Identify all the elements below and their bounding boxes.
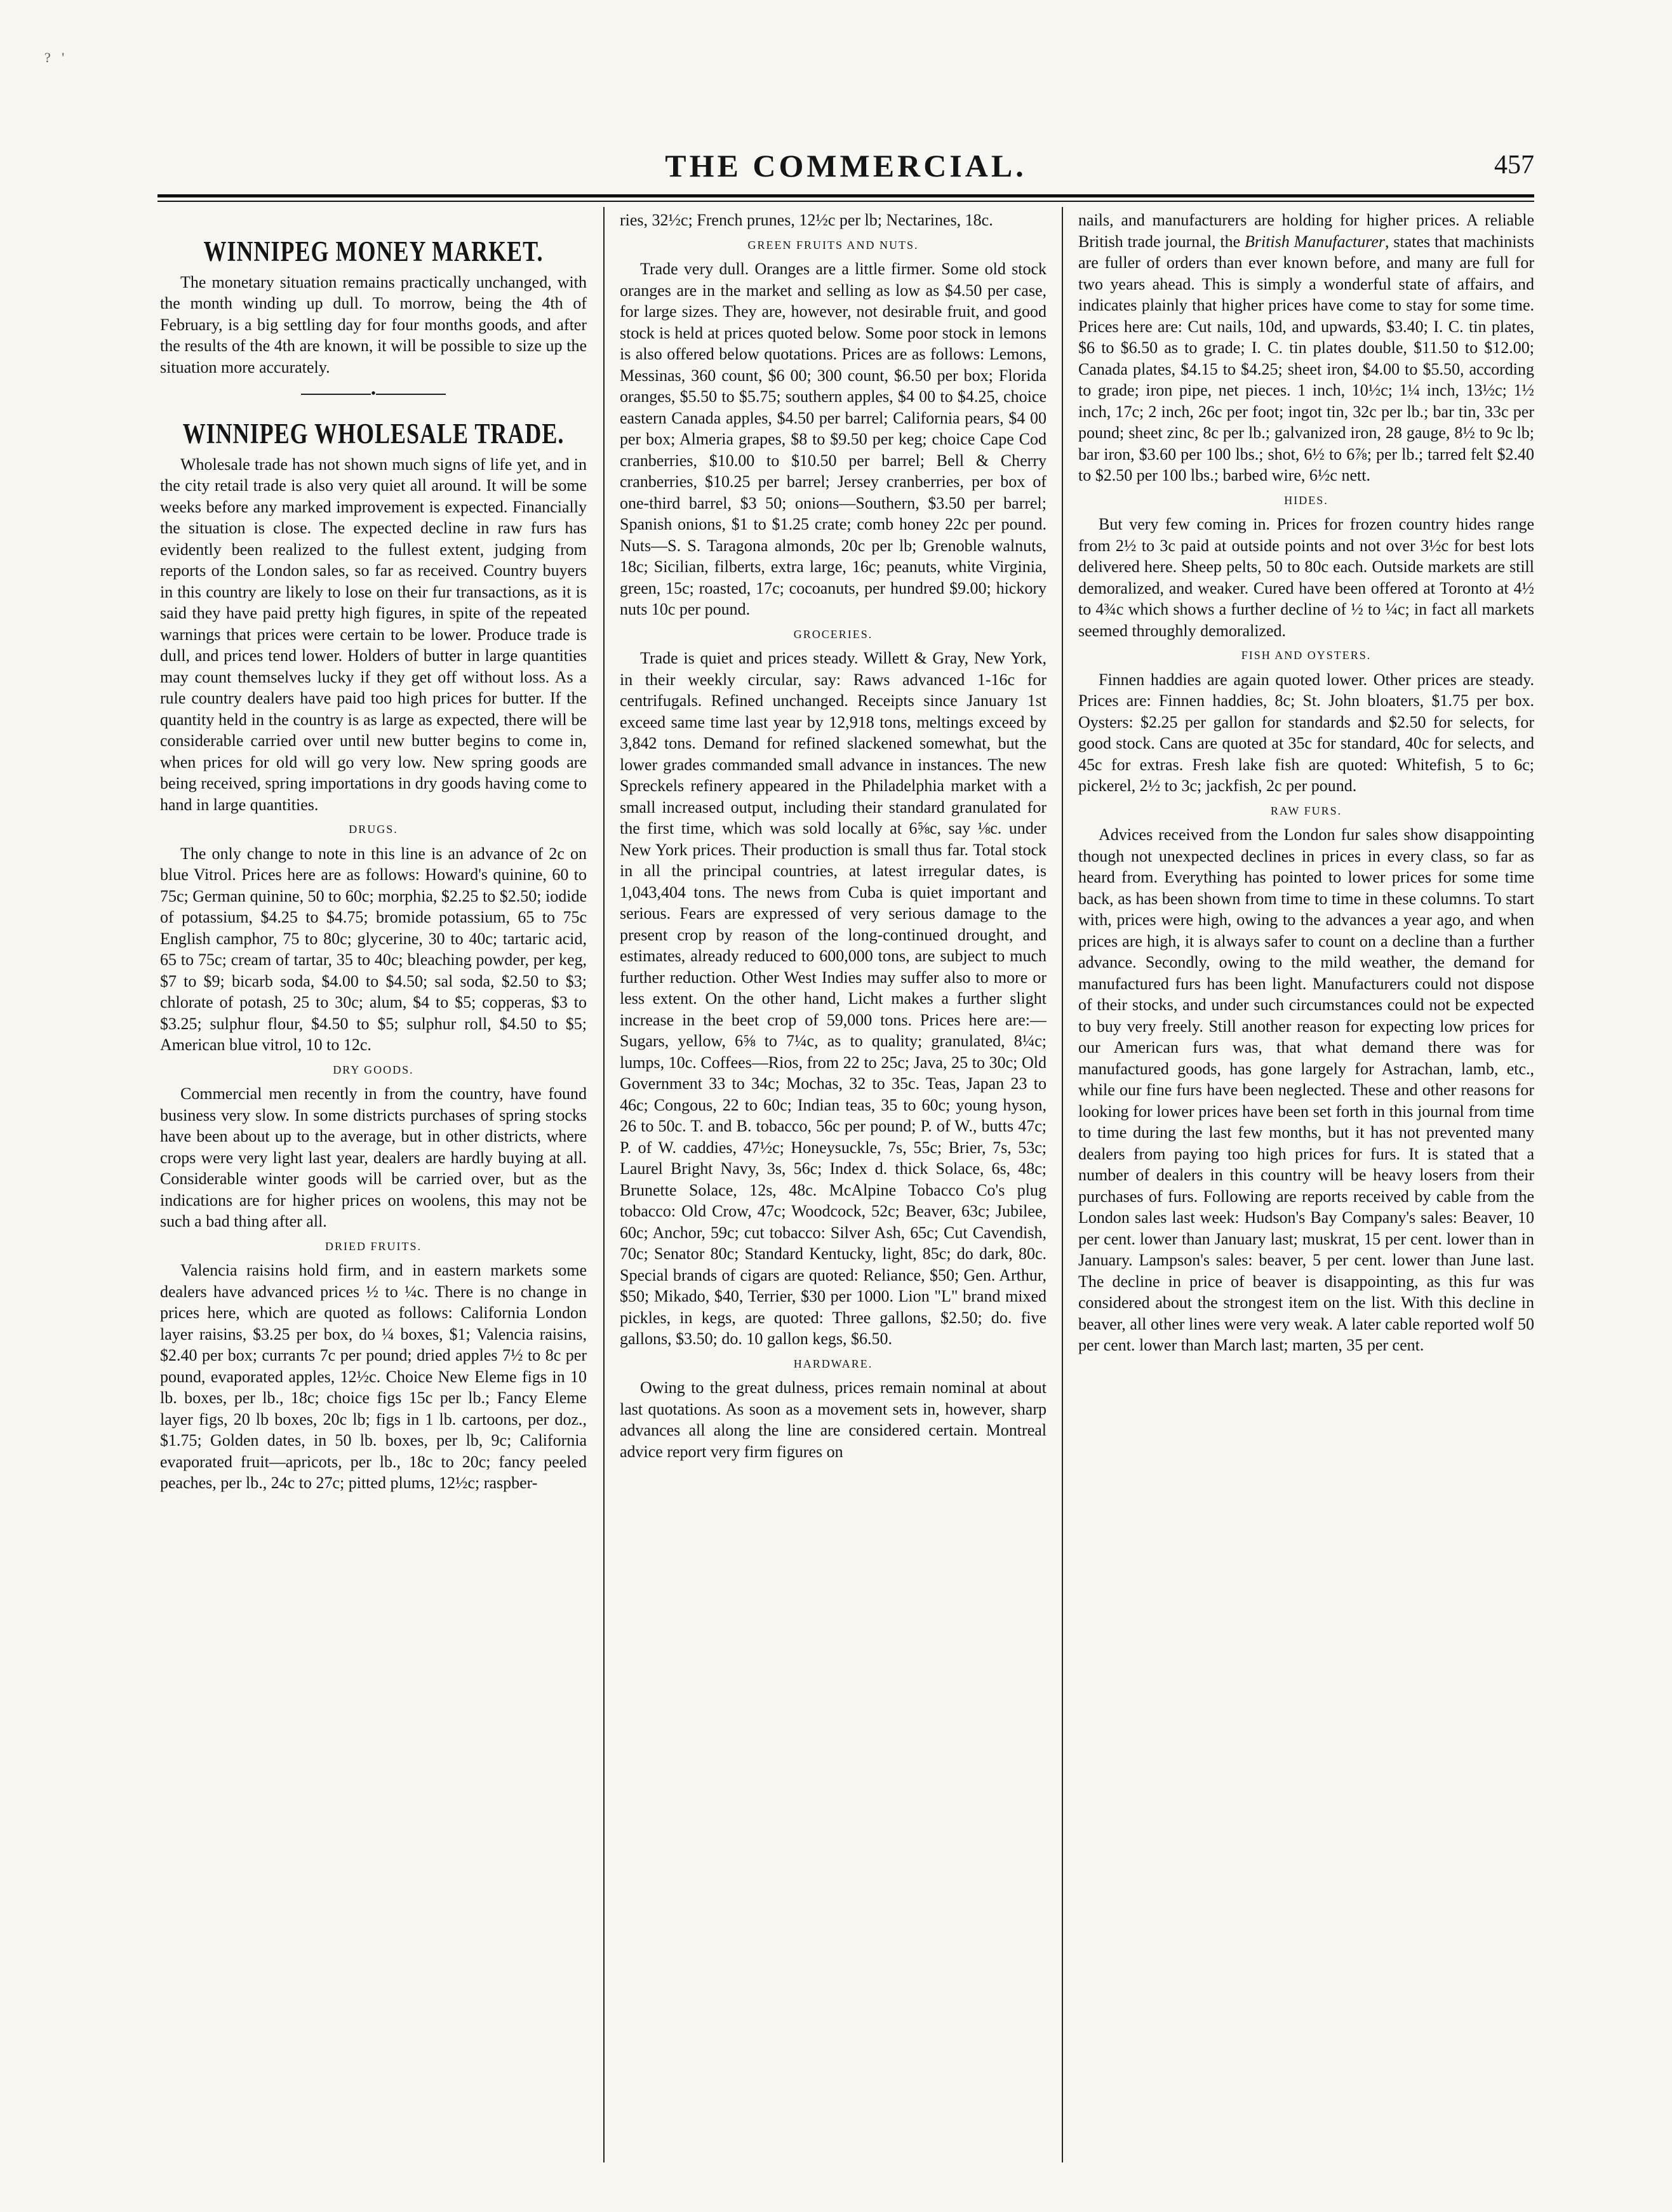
hardware-heading: HARDWARE. <box>793 1357 873 1370</box>
raw-furs-heading: RAW FURS. <box>1270 804 1342 817</box>
drugs-heading: DRUGS. <box>349 823 398 836</box>
green-fruits-paragraph: Trade very dull. Oranges are a little firmer. Some old stock oranges are in the market and selling as low as $4.50 per case, for large sizes. They are, however, not desirable fruit, and good stock is held at prices quoted below. Some poor stock in lemons is also offered below quotations. Prices are as follows: Lemons, Messinas, 360 count, $6 00; 300 count, $6.50 per box; Florida oranges, $5.50 to $5.75; southern apples, $4 00 to $4.25, choice eastern Canada apples, $4.50 per barrel; California pears, $4 00 per box; Almeria grapes, $8 to $9.50 per keg; choice Cape Cod cranberries, $10.00 to $10.50 per barrel; Bell & Cherry cranberries, $10.25 per barrel; Jersey cranberries, per box of one-third barrel, $3 50; onions—Southern, $3.50 per barrel; Spanish onions, $1 to $1.25 crate; comb honey 22c per pound. Nuts—S. S. Taragona almonds, 20c per lb; Grenoble walnuts, 18c; Sicilian, filberts, extra large, 16c; peanuts, white Virginia, green, 15c; roasted, 17c; cocoanuts, per hundred $9.00; hickory nuts 10c per pound. <box>620 260 1047 618</box>
section-separator <box>160 387 587 401</box>
corner-marks: ? ' <box>44 50 69 65</box>
journal-name: British Manufacturer <box>1244 232 1386 251</box>
hardware-continued-text: nails, and manufacturers are holding for higher prices. A reliable British trade journal, the <box>1078 211 1534 251</box>
separator-glyph: • <box>371 387 376 401</box>
money-market-heading: WINNIPEG MONEY MARKET. <box>203 235 544 267</box>
hardware-continued-text-2: , states that machinists are fuller of orders than ever known before, and many are full for two years ahead. This is simply a wonderful state of affairs, and indicates plainly that higher prices have come to stay for some time. Prices here are: Cut nails, 10d, and upwards, $3.40; I. C. tin plates, $6 to $6.50 as to grade; I. C. tin plates double, $11.50 to $12.00; Canada plates, $4.15 to $4.25; sheet iron, $4.00 to $5.50, according to grade; iron pipe, net pieces. 1 inch, 10½c; 1¼ inch, 13½c; 1½ inch, 17c; 2 inch, 26c per foot; ingot tin, 32c per lb.; bar tin, 33c per pound; sheet zinc, 8c per lb.; galvanized iron, 28 gauge, 8½ to 9c lb; bar iron, $3.60 per 100 lbs.; shot, 6½ to 6⅞; per lb.; tarred felt $2.40 to $2.50 per 100 lbs.; barbed wire, 6½c nett. <box>1078 232 1534 484</box>
hardware-continued <box>1078 210 1534 486</box>
groceries-paragraph: Trade is quiet and prices steady. Willett & Gray, New York, in their weekly circular, say: Raws advanced 1-16c for centrifugals. Refined unchanged. Receipts since January 1st exceed same time last year by 12,918 tons, meltings exceed by 3,842 tons. Demand for refined slackened somewhat, but the lower grades commanded small advance in instances. The new Spreckels refinery appeared in the Philadelphia market with a small increased output, including their standard granulated for the first time, which was sold locally at 6⅝c, say ⅛c. under New York prices. Their production is small thus far. Total stock in all the principal countries, at latest irregular dates, is 1,043,404 tons. The news from Cuba is quiet important and serious. Fears are expressed of very serious damage to the present crop by reason of the long-continued drought, and estimates, already reduced to 600,000 tons, are subject to much further reduction. Other West Indies may suffer also to more or less extent. On the other hand, Licht makes a further slight increase in the beet crop of 59,000 tons. Prices here are:—Sugars, yellow, 6⅝ to 7¼c, as to quality; granulated, 8¼c; lumps, 10c. Coffees—Rios, from 22 to 25c; Java, 25 to 30c; Old Government 33 to 34c; Mochas, 32 to 35c. Teas, Japan 23 to 46c; Congous, 22 to 60c; Indian teas, 35 to 60c; young hyson, 26 to 50c. T. and B. tobacco, 56c per pound; P. of W., butts 47c; P. of W. caddies, 47½c; Honeysuckle, 7s, 55c; Brier, 7s, 53c; Laurel Bright Navy, 3s, 56c; Index d. thick Solace, 6s, 48c; Brunette Solace, 12s, 48c. McAlpine Tobacco Co's plug tobacco: Old Crow, 47c; Woodcock, 52c; Beaver, 63c; Jubilee, 60c; Anchor, 59c; cut tobacco: Silver Ash, 65c; Cut Cavendish, 70c; Senator 80c; Standard Kentucky, light, 85c; do dark, 80c. Special brands of cigars are quoted: Reliance, $50; Gen. Arthur, $50; Mikado, $40, Terrier, $30 per 1000. Lion "L" brand mixed pickles, in kegs, are quoted: Three gallons, $2.50; do. five gallons, $3.50; do. 10 gallon kegs, $6.50. <box>620 649 1047 1348</box>
wholesale-trade-heading: WINNIPEG WHOLESALE TRADE. <box>182 417 565 450</box>
hardware-paragraph: Owing to the great dulness, prices remain nominal at about last quotations. As soon as a movement sets in, however, sharp advances all along the line are considered certain. Montreal advice report very firm figures on <box>620 1378 1047 1461</box>
column-1 <box>160 210 587 2165</box>
masthead <box>157 147 1534 189</box>
raw-furs-paragraph: Advices received from the London fur sales show disappointing though not unexpected declines in prices in every class, so far as heard from. Everything has pointed to lower prices for some time back, as has been shown from time to time in these columns. To start with, prices were high, owing to the advances a year ago, and when prices are high, it is always safer to count on a decline than a further advance. Secondly, owing to the mild weather, the demand for manufactured furs has been light. Manufacturers could not dispose of their stocks, and under such circumstances could not be expected to buy very freely. Still another reason for expecting low prices for our American furs was, that what demand there was for manufactured goods, has gone largely for Astrachan, lamb, etc., while our fine furs have been neglected. These and other reasons for looking for lower prices have been set forth in this journal from time to time during the last few months, but it has not prevented many dealers from paying too high prices for furs. It is stated that a number of dealers in this country will be heavy losers from their purchases of furs. Following are reports received by cable from the London sales last week: Hudson's Bay Company's sales: Beaver, 10 per cent. lower than January last; muskrat, 15 per cent. lower than in January. Lampson's sales: beaver, 5 per cent. lower than June last. The decline in price of beaver is disappointing, as this fur was considered about the strongest item on the list. With this decline in beaver, all other lines were very weak. A later cable reported wolf 50 per cent. lower than March last; marten, 35 per cent. <box>1078 825 1534 1354</box>
hides-heading: HIDES. <box>1284 493 1328 507</box>
newspaper-title: THE COMMERCIAL. <box>665 148 1027 183</box>
page-number: 457 <box>1494 150 1534 180</box>
dried-fruits-heading: DRIED FRUITS. <box>324 1239 422 1253</box>
groceries-heading: GROCERIES. <box>793 627 873 641</box>
hides-paragraph: But very few coming in. Prices for frozen country hides range from 2½ to 3c paid at outside points and not over 3½c for best lots delivered here. Sheep pelts, 50 to 80c each. Outside markets are still demoralized, and weaker. Cured have been offered at Toronto at 4½ to 4¾c which shows a further decline of ½ to ¼c; in fact all markets seemed throughly demoralized. <box>1078 515 1534 640</box>
dry-goods-paragraph: Commercial men recently in from the country, have found business very slow. In some districts purchases of spring stocks have been about up to the average, but in other districts, where crops were very light last year, dealers are hardly buying at all. Considerable winter goods will be carried over, but as the indications are for higher prices on woolens, this may not be such a bad thing after all. <box>160 1084 587 1230</box>
green-fruits-heading: GREEN FRUITS AND NUTS. <box>747 238 919 251</box>
header-rule-thin <box>157 201 1534 202</box>
money-market-paragraph: The monetary situation remains practically unchanged, with the month winding up dull. To morrow, being the 4th of February, is a big settling day for four months goods, and after the results of the 4th are known, it will be possible to size up the situation more accurately. <box>160 272 587 376</box>
column-2 <box>620 210 1047 2165</box>
fish-oysters-heading: FISH AND OYSTERS. <box>1241 649 1372 662</box>
wholesale-trade-paragraph: Wholesale trade has not shown much signs of life yet, and in the city retail trade is also very quiet all around. It will be some weeks before any marked improvement is expected. Financially the situation is close. The expected decline in raw furs has evidently been realized to the fullest extent, judging from reports of the London sales, so far as received. Country buyers in this country are likely to lose on their fur transactions, as it is said they have paid pretty high figures, in spite of the repeated warnings that prices were certain to be lower. Produce trade is dull, and prices tend lower. Holders of butter in large quantities may count themselves lucky if they get off without loss. As a rule country dealers have paid too high prices for butter. If the quantity held in the country is as large as expected, there will be considerable carried over until new butter begins to come in, when prices for old will go very low. New spring goods are being received, spring importations in dry goods having come to hand in large quantities. <box>160 455 587 814</box>
column-3 <box>1078 210 1534 2165</box>
column-divider <box>1062 207 1063 2162</box>
column-divider <box>603 207 605 2162</box>
header-rule-thick <box>157 194 1534 197</box>
fish-oysters-paragraph: Finnen haddies are again quoted lower. Other prices are steady. Prices are: Finnen haddies, 8c; St. John bloaters, $1.75 per box. Oysters: $2.25 per gallon for standards and $2.50 for selects, for good stock. Cans are quoted at 35c for standard, 40c for selects, and 45c for extras. Fresh lake fish are quoted: Whitefish, 5 to 6c; pickerel, 2½ to 3c; jackfish, 2c per pound. <box>1078 670 1534 795</box>
drugs-paragraph: The only change to note in this line is an advance of 2c on blue Vitrol. Prices here are as follows: Howard's quinine, 60 to 75c; German quinine, 50 to 60c; morphia, $2.25 to $2.50; iodide of potassium, $4.25 to $4.75; bromide potassium, 65 to 75c English camphor, 75 to 80c; glycerine, 30 to 40c; tartaric acid, 65 to 75c; cream of tartar, 35 to 40c; bleaching powder, per keg, $7 to $9; bicarb soda, $4.00 to $4.50; sal soda, $2.50 to $3; chlorate of potash, 25 to 30c; alum, $4 to $5; copperas, $3 to $3.25; sulphur flour, $4.50 to $5; sulphur roll, $4.50 to $5; American blue vitrol, 10 to 12c. <box>160 844 587 1054</box>
dried-fruits-continued: ries, 32½c; French prunes, 12½c per lb; Nectarines, 18c. <box>620 211 993 229</box>
dry-goods-heading: DRY GOODS. <box>333 1063 414 1076</box>
dried-fruits-paragraph: Valencia raisins hold firm, and in eastern markets some dealers have advanced prices ½ to ¼c. There is no change in prices here, which are quoted as follows: California London layer raisins, $3.25 per box, do ¼ boxes, $1; Valencia raisins, $2.40 per box; currants 7c per pound; dried apples 7½ to 8c per pound, evaporated apples, 12½c. Choice New Eleme figs in 10 lb. boxes, per lb., 18c; choice figs 15c per lb.; Fancy Eleme layer figs, 20 lb boxes, 20c lb; figs in 1 lb. cartoons, per doz., $1.75; Golden dates, in 50 lb. boxes, per lb, 9c; California evaporated fruit—apricots, per lb., 18c to 20c; fancy peeled peaches, per lb., 24c to 27c; pitted plums, 12½c; raspber- <box>160 1261 587 1492</box>
